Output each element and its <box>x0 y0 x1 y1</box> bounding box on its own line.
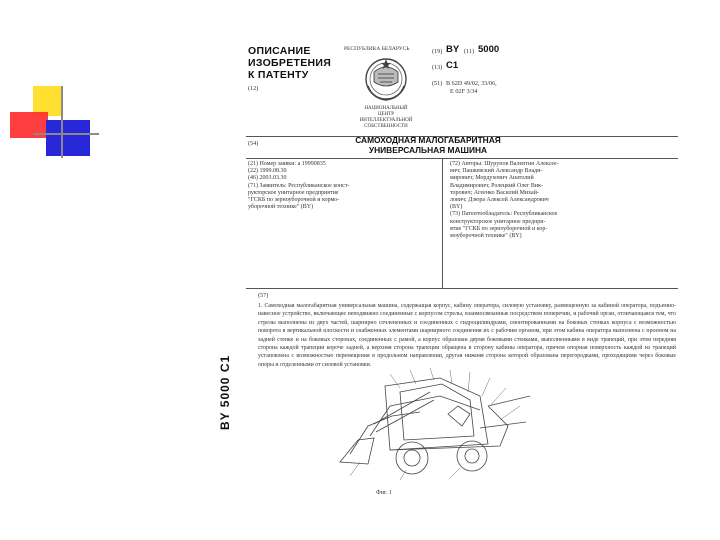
decor-horizontal-line <box>33 133 99 135</box>
left-line: рукторское унитарное предприятие <box>248 189 339 196</box>
code-11: (11) <box>464 48 475 55</box>
claim-text: 1. Самоходная малогабаритная универсальная машина, содержащая корпус, кабину оператора, силовую установку, размещенную за кабиной оператора, подъемно-навесное устройство, включающее неподвижно соединенные с корпусом стрелы, взаимосвязанные посредством поперечин, и рабочий орган, отличающаяся тем, что стрелы выполнены из двух частей, шарнирно сочлененных и соединенных с гидроцилиндрами, смонтированными на боковых стенках корпуса с возможностью поворота в вертикальной плоскости и снабженных элементами шарнирного соединения их с рабочим органом, при этом кабина оператора выполнена с проемом на задней стенке и на боковых сторонах, соединенных с рамой, а корпус образован двумя боковыми стенками, выполненными в виде трапеций, при этом передняя сторона каждой трапеции короче задней, а верхняя сторона трапеции обращена в сторону кабины оператора, причем опорная поверхность каждой из трапеций установлена с возможностью перемещения в продольном направлении, другая нижняя сторона которой образована перегородками, проходящими через боковые опоры и отделенными от силовой установки. <box>258 303 676 368</box>
decor-blue-square <box>46 120 90 156</box>
patent-number: 5000 <box>478 44 500 55</box>
ipc-line-1: B 62D 49/02, 33/06, <box>446 80 497 87</box>
code-13: (13) <box>432 64 443 71</box>
divider-title <box>246 158 678 159</box>
right-line: ятие "ГСКБ по зерноуборочной и кор- <box>450 225 548 232</box>
divider-bottom <box>246 288 678 289</box>
right-line: моуборочной технике" (BY) <box>450 233 522 240</box>
right-line: (73) Патентообладатель: Республиканское <box>450 211 558 218</box>
bibliographic-left-column <box>248 161 444 211</box>
code-51: (51) <box>432 80 443 87</box>
right-line: лович; Дзюра Алексей Александрович <box>450 197 549 204</box>
right-line: (BY) <box>450 204 463 211</box>
ipc-line-2: E 02F 3/34 <box>450 88 478 95</box>
document-title <box>248 45 331 81</box>
office-line-3: СОБСТВЕННОСТИ <box>364 124 408 129</box>
right-line: торович; Агеенко Василий Михай- <box>450 189 539 196</box>
side-label: BY 5000 C1 <box>218 354 232 430</box>
left-line: (21) Номер заявки: a 19990835 <box>248 161 326 167</box>
office-line-1: НАЦИОНАЛЬНЫЙ ЦЕНТР <box>364 106 408 117</box>
bibliographic-right-column <box>450 161 680 240</box>
right-line: (72) Авторы: Шурупов Валентин Алексее- <box>450 161 559 167</box>
machine-drawing <box>330 366 560 484</box>
left-line: уборочной технике" (BY) <box>248 204 314 211</box>
code-12: (12) <box>248 85 259 92</box>
kind-code: C1 <box>446 60 459 71</box>
office-line-2: ИНТЕЛЛЕКТУАЛЬНОЙ <box>359 118 413 123</box>
decor-vertical-line <box>61 86 63 158</box>
left-line: (71) Заявитель: Республиканское конст- <box>248 182 350 189</box>
country-name: РЕСПУБЛИКА БЕЛАРУСЬ <box>344 46 410 52</box>
right-line: Владимирович; Ролецкий Олег Вик- <box>450 182 544 189</box>
column-divider <box>442 158 443 288</box>
right-line: вич; Пашкевский Александр Влади- <box>450 168 543 175</box>
office-name <box>356 106 416 130</box>
invention-title-line-1: САМОХОДНАЯ МАЛОГАБАРИТНАЯ <box>355 135 501 145</box>
title-line-3: К ПАТЕНТУ <box>248 69 309 81</box>
right-line: мирович; Мордухович Анатолий <box>450 175 534 182</box>
state-emblem-icon <box>362 56 410 102</box>
code-19: (19) <box>432 48 443 55</box>
title-line-2: ИЗОБРЕТЕНИЯ <box>248 57 332 69</box>
left-line: (46) 2003.03.30 <box>248 175 287 182</box>
code-54: (54) <box>248 140 259 147</box>
figure-caption: Фиг. 1 <box>376 490 392 496</box>
code-57: (57) <box>258 292 269 299</box>
country-code: BY <box>446 44 460 55</box>
right-line: конструкторское унитарное предпри- <box>450 218 546 225</box>
invention-title-line-2: УНИВЕРСАЛЬНАЯ МАШИНА <box>368 144 488 155</box>
patent-document <box>218 40 706 534</box>
left-line: "ГСКБ по зерноуборочной и кормо- <box>248 197 340 204</box>
left-line: (22) 1999.08.30 <box>248 168 287 175</box>
title-line-1: ОПИСАНИЕ <box>248 45 311 57</box>
invention-title <box>328 136 528 155</box>
